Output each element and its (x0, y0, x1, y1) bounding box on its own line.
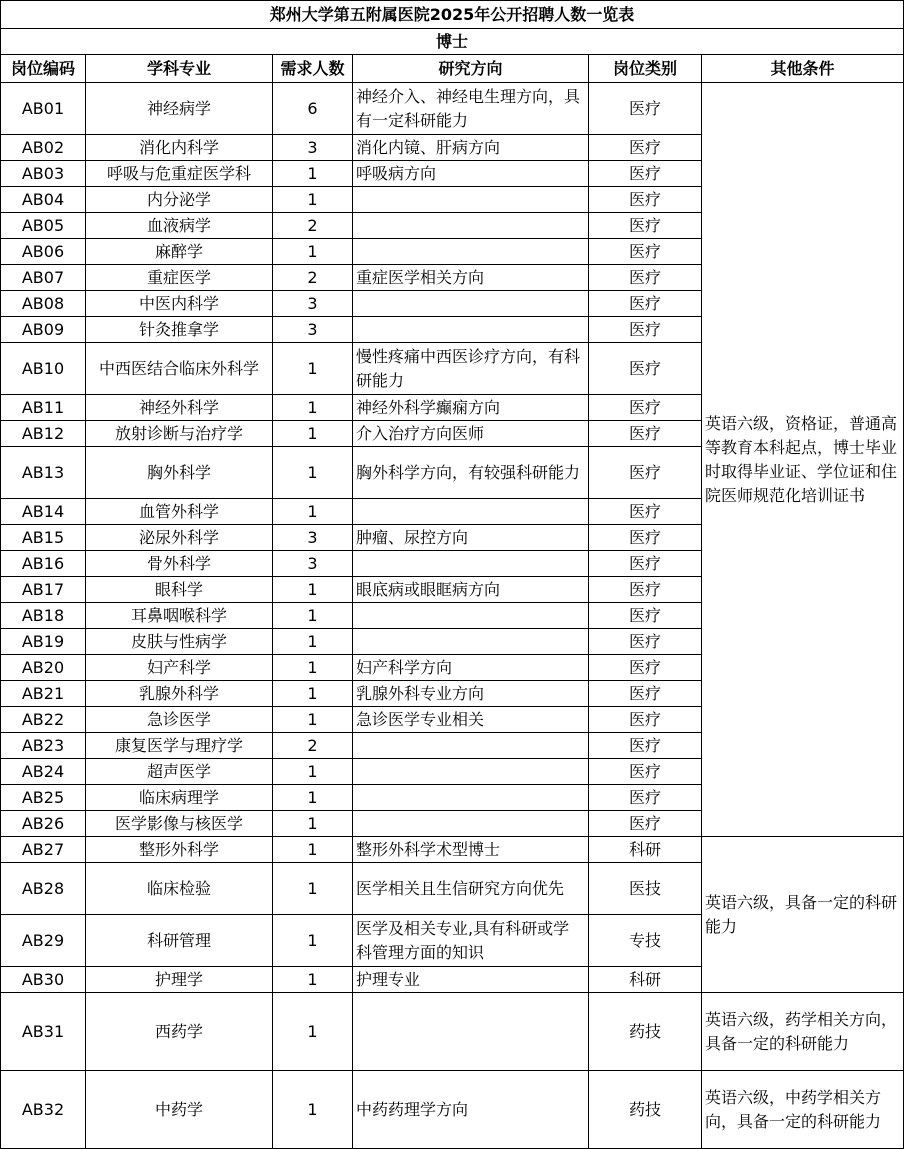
cell-category: 医疗 (589, 603, 702, 629)
cell-code: AB07 (1, 265, 86, 291)
cell-code: AB17 (1, 577, 86, 603)
cell-code: AB15 (1, 525, 86, 551)
cell-count: 1 (273, 655, 353, 681)
cell-count: 1 (273, 759, 353, 785)
cell-count: 1 (273, 993, 353, 1071)
cell-code: AB20 (1, 655, 86, 681)
cell-direction (353, 759, 589, 785)
cell-category: 医疗 (589, 499, 702, 525)
cell-direction: 介入治疗方向医师 (353, 421, 589, 447)
cell-major: 超声医学 (86, 759, 273, 785)
cell-code: AB06 (1, 239, 86, 265)
cell-count: 1 (273, 187, 353, 213)
cell-code: AB01 (1, 83, 86, 135)
cell-direction: 中药药理学方向 (353, 1071, 589, 1149)
cell-count: 6 (273, 83, 353, 135)
cell-code: AB11 (1, 395, 86, 421)
cell-code: AB22 (1, 707, 86, 733)
cell-category: 医疗 (589, 811, 702, 837)
cell-major: 乳腺外科学 (86, 681, 273, 707)
table-row (1, 1071, 904, 1149)
cell-category: 医疗 (589, 187, 702, 213)
cell-count: 1 (273, 863, 353, 915)
cell-category: 医疗 (589, 395, 702, 421)
cell-major: 血液病学 (86, 213, 273, 239)
cell-direction (353, 213, 589, 239)
cell-count: 1 (273, 915, 353, 967)
cell-count: 1 (273, 1071, 353, 1149)
cell-category: 医疗 (589, 291, 702, 317)
cell-category: 医疗 (589, 655, 702, 681)
cell-major: 泌尿外科学 (86, 525, 273, 551)
cell-category: 医疗 (589, 447, 702, 499)
cell-count: 1 (273, 395, 353, 421)
cell-major: 妇产科学 (86, 655, 273, 681)
cell-direction (353, 317, 589, 343)
cell-count: 1 (273, 161, 353, 187)
cell-code: AB12 (1, 421, 86, 447)
cell-category: 医疗 (589, 135, 702, 161)
cell-code: AB30 (1, 967, 86, 993)
cell-direction (353, 629, 589, 655)
cell-code: AB10 (1, 343, 86, 395)
cell-count: 3 (273, 525, 353, 551)
cell-major: 内分泌学 (86, 187, 273, 213)
cell-code: AB02 (1, 135, 86, 161)
cell-code: AB14 (1, 499, 86, 525)
cell-count: 2 (273, 213, 353, 239)
cell-direction (353, 811, 589, 837)
cell-code: AB32 (1, 1071, 86, 1149)
cell-direction: 乳腺外科专业方向 (353, 681, 589, 707)
cell-count: 1 (273, 603, 353, 629)
cell-code: AB09 (1, 317, 86, 343)
header-row (1, 55, 904, 83)
cell-major: 西药学 (86, 993, 273, 1071)
header-count: 需求人数 (273, 55, 353, 83)
cell-major: 骨外科学 (86, 551, 273, 577)
table-row (1, 837, 904, 863)
cell-category: 医疗 (589, 317, 702, 343)
cell-category: 医疗 (589, 707, 702, 733)
cell-category: 科研 (589, 967, 702, 993)
cell-category: 医疗 (589, 733, 702, 759)
cell-code: AB24 (1, 759, 86, 785)
cell-major: 眼科学 (86, 577, 273, 603)
cell-major: 中医内科学 (86, 291, 273, 317)
section-row (1, 29, 904, 55)
cell-category: 医技 (589, 863, 702, 915)
cell-direction (353, 733, 589, 759)
cell-direction: 胸外科学方向，有较强科研能力 (353, 447, 589, 499)
cell-direction (353, 551, 589, 577)
cell-category: 药技 (589, 993, 702, 1071)
cell-major: 针灸推拿学 (86, 317, 273, 343)
cell-count: 1 (273, 785, 353, 811)
cell-direction: 呼吸病方向 (353, 161, 589, 187)
cell-code: AB26 (1, 811, 86, 837)
cell-category: 医疗 (589, 213, 702, 239)
cell-category: 医疗 (589, 265, 702, 291)
header-major: 学科专业 (86, 55, 273, 83)
cell-category: 医疗 (589, 551, 702, 577)
cell-direction: 神经介入、神经电生理方向，具有一定科研能力 (353, 83, 589, 135)
cell-major: 皮肤与性病学 (86, 629, 273, 655)
cell-direction: 消化内镜、肝病方向 (353, 135, 589, 161)
cell-code: AB25 (1, 785, 86, 811)
cell-direction: 医学及相关专业,具有科研或学科管理方面的知识 (353, 915, 589, 967)
cell-direction (353, 993, 589, 1071)
cell-major: 神经外科学 (86, 395, 273, 421)
table-title-row (1, 1, 904, 29)
cell-category: 医疗 (589, 681, 702, 707)
cell-count: 1 (273, 577, 353, 603)
cell-count: 1 (273, 681, 353, 707)
cell-direction (353, 239, 589, 265)
header-category: 岗位类别 (589, 55, 702, 83)
cell-code: AB28 (1, 863, 86, 915)
cell-category: 医疗 (589, 161, 702, 187)
cell-direction (353, 603, 589, 629)
cell-other-conditions: 英语六级，资格证，普通高等教育本科起点，博士毕业时取得毕业证、学位证和住院医师规范化培训证书 (702, 83, 904, 837)
cell-direction (353, 785, 589, 811)
cell-direction: 眼底病或眼眶病方向 (353, 577, 589, 603)
cell-count: 3 (273, 551, 353, 577)
cell-count: 3 (273, 135, 353, 161)
cell-major: 中药学 (86, 1071, 273, 1149)
cell-other-conditions: 英语六级，中药学相关方向，具备一定的科研能力 (702, 1071, 904, 1149)
cell-major: 临床病理学 (86, 785, 273, 811)
cell-direction: 神经外科学癫痫方向 (353, 395, 589, 421)
cell-major: 耳鼻咽喉科学 (86, 603, 273, 629)
cell-code: AB04 (1, 187, 86, 213)
cell-code: AB23 (1, 733, 86, 759)
cell-direction (353, 187, 589, 213)
cell-count: 1 (273, 239, 353, 265)
header-code: 岗位编码 (1, 55, 86, 83)
cell-code: AB16 (1, 551, 86, 577)
cell-count: 1 (273, 967, 353, 993)
cell-code: AB03 (1, 161, 86, 187)
cell-other-conditions: 英语六级，具备一定的科研能力 (702, 837, 904, 993)
table-row (1, 83, 904, 135)
cell-count: 2 (273, 265, 353, 291)
cell-count: 1 (273, 837, 353, 863)
table-body (1, 1, 904, 1149)
cell-category: 医疗 (589, 525, 702, 551)
cell-count: 3 (273, 291, 353, 317)
cell-category: 医疗 (589, 83, 702, 135)
cell-code: AB05 (1, 213, 86, 239)
cell-category: 医疗 (589, 785, 702, 811)
cell-major: 重症医学 (86, 265, 273, 291)
cell-category: 医疗 (589, 629, 702, 655)
cell-code: AB29 (1, 915, 86, 967)
cell-direction: 妇产科学方向 (353, 655, 589, 681)
cell-major: 放射诊断与治疗学 (86, 421, 273, 447)
cell-direction: 肿瘤、尿控方向 (353, 525, 589, 551)
cell-major: 呼吸与危重症医学科 (86, 161, 273, 187)
cell-direction: 慢性疼痛中西医诊疗方向，有科研能力 (353, 343, 589, 395)
cell-major: 消化内科学 (86, 135, 273, 161)
cell-major: 医学影像与核医学 (86, 811, 273, 837)
header-direction: 研究方向 (353, 55, 589, 83)
cell-major: 麻醉学 (86, 239, 273, 265)
cell-major: 康复医学与理疗学 (86, 733, 273, 759)
cell-major: 科研管理 (86, 915, 273, 967)
cell-category: 医疗 (589, 343, 702, 395)
cell-code: AB13 (1, 447, 86, 499)
cell-code: AB19 (1, 629, 86, 655)
cell-major: 临床检验 (86, 863, 273, 915)
cell-count: 1 (273, 343, 353, 395)
cell-count: 2 (273, 733, 353, 759)
cell-major: 血管外科学 (86, 499, 273, 525)
cell-count: 1 (273, 811, 353, 837)
cell-major: 中西医结合临床外科学 (86, 343, 273, 395)
section-label: 博士 (1, 29, 904, 55)
cell-direction (353, 291, 589, 317)
cell-code: AB31 (1, 993, 86, 1071)
cell-category: 医疗 (589, 759, 702, 785)
cell-category: 专技 (589, 915, 702, 967)
cell-direction (353, 499, 589, 525)
cell-count: 1 (273, 629, 353, 655)
cell-major: 神经病学 (86, 83, 273, 135)
cell-major: 护理学 (86, 967, 273, 993)
cell-major: 急诊医学 (86, 707, 273, 733)
cell-direction: 护理专业 (353, 967, 589, 993)
cell-count: 1 (273, 447, 353, 499)
cell-count: 3 (273, 317, 353, 343)
cell-code: AB08 (1, 291, 86, 317)
cell-direction: 整形外科学术型博士 (353, 837, 589, 863)
header-other: 其他条件 (702, 55, 904, 83)
table-title: 郑州大学第五附属医院2025年公开招聘人数一览表 (1, 1, 904, 29)
cell-count: 1 (273, 499, 353, 525)
cell-direction: 重症医学相关方向 (353, 265, 589, 291)
cell-code: AB18 (1, 603, 86, 629)
cell-major: 整形外科学 (86, 837, 273, 863)
cell-count: 1 (273, 707, 353, 733)
table-row (1, 993, 904, 1071)
cell-count: 1 (273, 421, 353, 447)
cell-category: 医疗 (589, 421, 702, 447)
cell-direction: 医学相关且生信研究方向优先 (353, 863, 589, 915)
cell-major: 胸外科学 (86, 447, 273, 499)
cell-direction: 急诊医学专业相关 (353, 707, 589, 733)
cell-category: 科研 (589, 837, 702, 863)
cell-other-conditions: 英语六级，药学相关方向，具备一定的科研能力 (702, 993, 904, 1071)
cell-category: 医疗 (589, 239, 702, 265)
cell-code: AB21 (1, 681, 86, 707)
cell-code: AB27 (1, 837, 86, 863)
cell-category: 药技 (589, 1071, 702, 1149)
cell-category: 医疗 (589, 577, 702, 603)
